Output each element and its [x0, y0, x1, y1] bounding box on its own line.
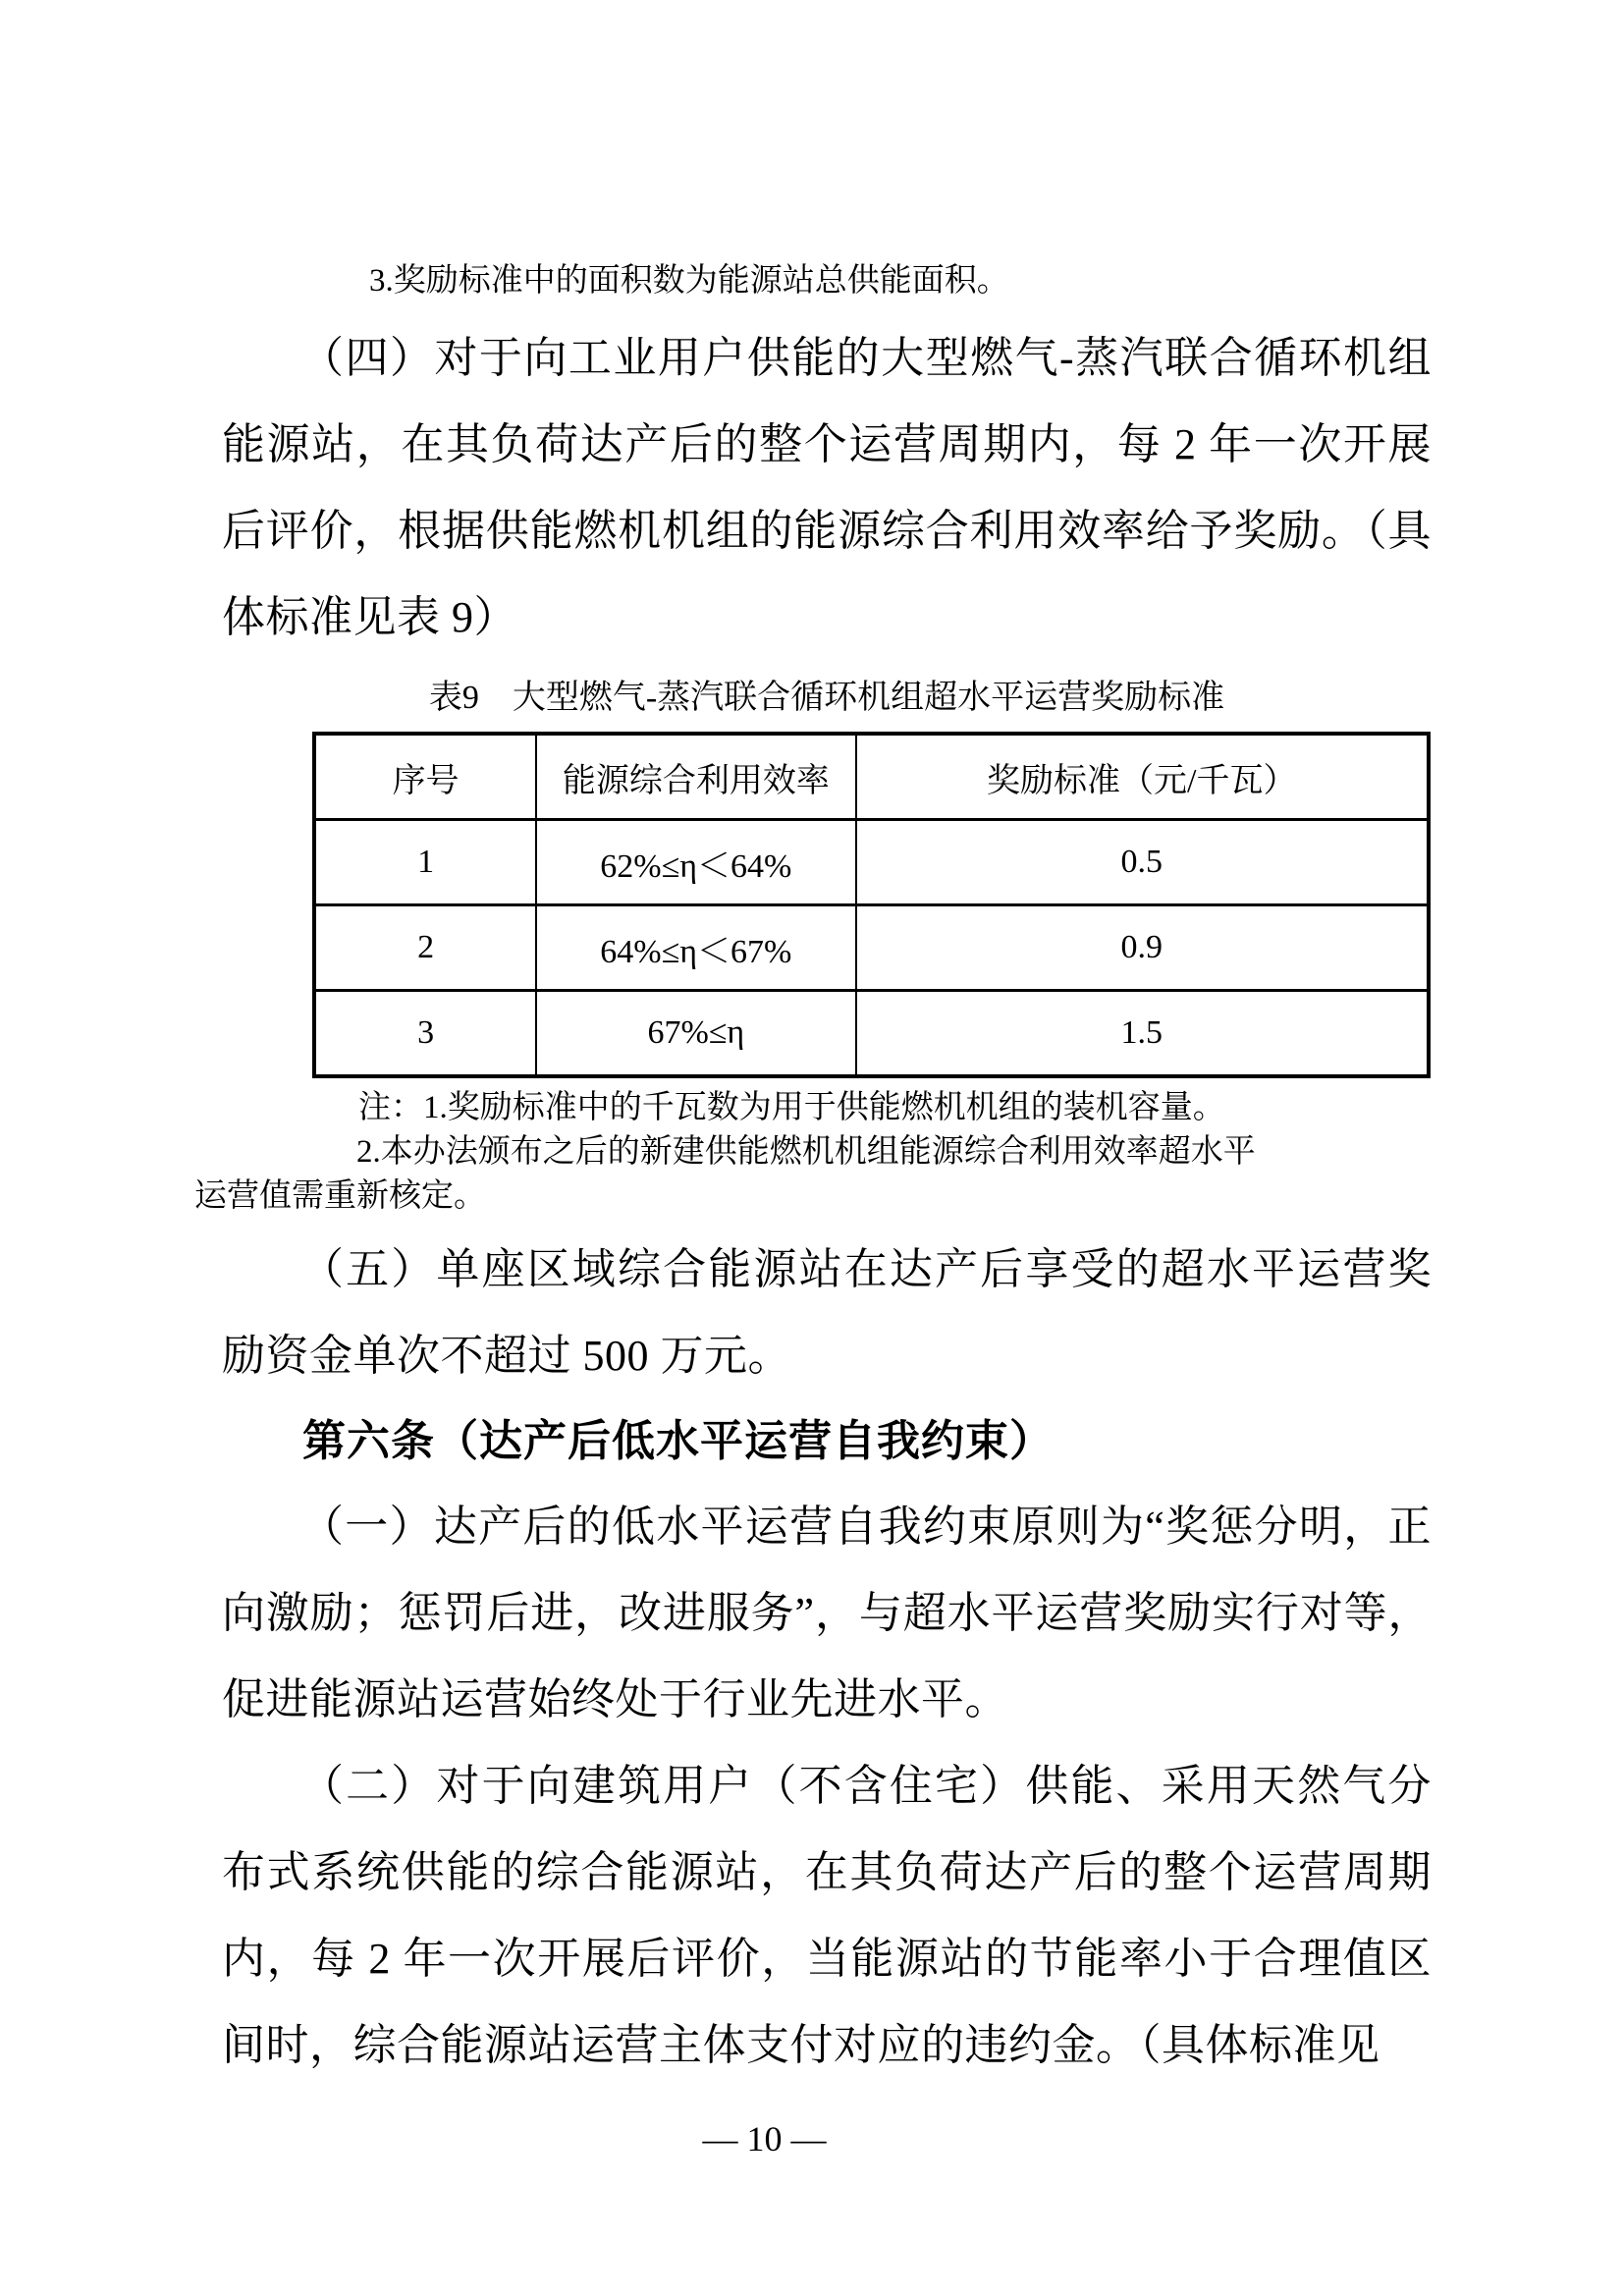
table9-r1-seq: 1 — [314, 820, 536, 905]
table9-note-1: 注：1.奖励标准中的千瓦数为用于供能燃机机组的装机容量。 — [358, 1090, 1225, 1125]
paragraph-item-4: （四）对于向工业用户供能的大型燃气-蒸汽联合循环机组能源站，在其负荷达产后的整个运营周期内，每 2 年一次开展后评价，根据供能燃机机组的能源综合利用效率给予奖励。（具体标准见表 9） — [222, 334, 1432, 641]
paragraph-item-5: （五）单座区域综合能源站在达产后享受的超水平运营奖励资金单次不超过 500 万元。 — [222, 1245, 1432, 1380]
table9-r3-award: 1.5 — [856, 991, 1429, 1077]
table9-caption: 表9 大型燃气-蒸汽联合循环机组超水平运营奖励标准 — [428, 680, 1225, 716]
table-row — [314, 905, 1429, 991]
table9-notes — [194, 1086, 1432, 1219]
paragraph-6-item-2: （二）对于向建筑用户（不含住宅）供能、采用天然气分布式系统供能的综合能源站，在其负荷达产后的整个运营周期内，每 2 年一次开展后评价，当能源站的节能率小于合理值区间时，综合能源站运营主体支付对应的违约金。（具体标准见 — [222, 1762, 1432, 2069]
table9-r1-award: 0.5 — [856, 820, 1429, 905]
table9-r1-efficiency: 62%≤η＜64% — [536, 820, 855, 905]
table9-r2-seq: 2 — [314, 905, 536, 991]
table9-header-row — [314, 734, 1429, 820]
table9-note-2: 2.本办法颁布之后的新建供能燃机机组能源综合利用效率超水平 — [356, 1134, 1256, 1170]
table9-header-seq: 序号 — [314, 734, 536, 820]
table9-head — [314, 734, 1429, 820]
page-number: — 10 — — [702, 2119, 827, 2159]
previous-table-note-3: 3.奖励标准中的面积数为能源站总供能面积。 — [369, 263, 1009, 299]
text-block — [194, 258, 1432, 2089]
table9-r2-efficiency: 64%≤η＜67% — [536, 905, 855, 991]
table9-header-award: 奖励标准（元/千瓦） — [856, 734, 1429, 820]
table-row — [314, 991, 1429, 1077]
article-6-heading: 第六条（达产后低水平运营自我约束） — [302, 1417, 1054, 1465]
table-row — [314, 820, 1429, 905]
table9-r2-award: 0.9 — [856, 905, 1429, 991]
table9-r3-efficiency: 67%≤η — [536, 991, 855, 1077]
paragraph-6-item-1: （一）达产后的低水平运营自我约束原则为“奖惩分明，正向激励；惩罚后进，改进服务”，与超水平运营奖励实行对等，促进能源站运营始终处于行业先进水平。 — [222, 1503, 1432, 1723]
table9-header-efficiency: 能源综合利用效率 — [536, 734, 855, 820]
table9-r3-seq: 3 — [314, 991, 536, 1077]
table9 — [312, 732, 1431, 1078]
table9-note-2-continued: 运营值需重新核定。 — [194, 1178, 486, 1214]
table9-body — [314, 820, 1429, 1077]
